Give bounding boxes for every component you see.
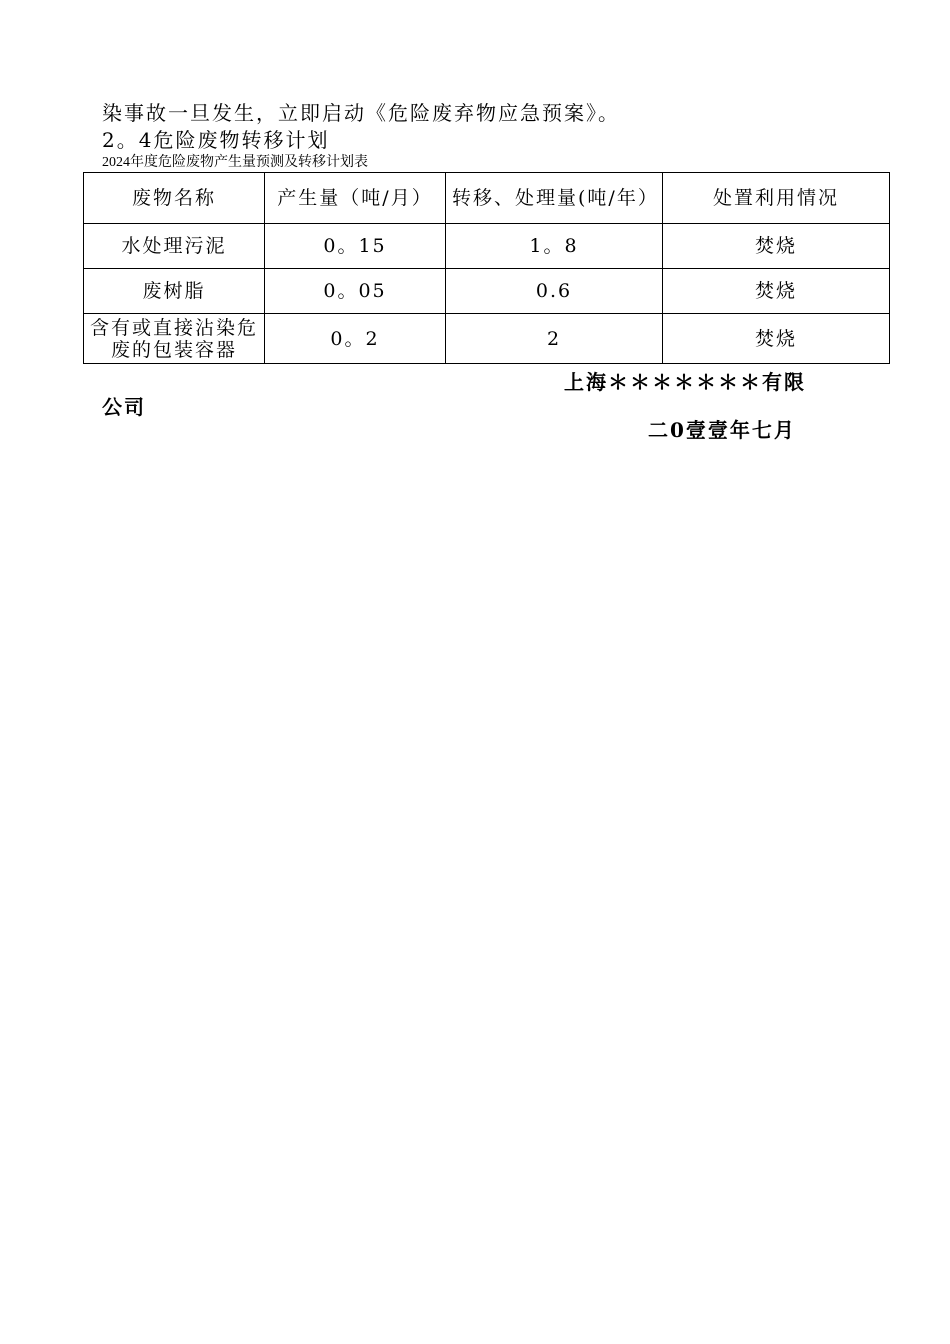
table-header-row [84,173,890,224]
header-disposal-method: 处置利用情况 [663,173,890,224]
cell-annual-transfer: 2 [446,314,663,364]
cell-monthly-output: 0。2 [265,314,446,364]
signature-company-continued: 公司 [102,395,146,419]
cell-waste-name: 废树脂 [84,269,265,314]
signature-company: 上海＊＊＊＊＊＊＊有限 [564,370,806,394]
cell-disposal-method: 焚烧 [663,224,890,269]
cell-waste-name: 水处理污泥 [84,224,265,269]
waste-transfer-table [83,172,890,364]
cell-monthly-output: 0。15 [265,224,446,269]
header-annual-transfer: 转移、处理量(吨/年） [446,173,663,224]
signature-date: 二0壹壹年七月 [648,418,796,442]
header-waste-name: 废物名称 [84,173,265,224]
cell-waste-name: 含有或直接沾染危废的包装容器 [84,314,265,364]
cell-annual-transfer: 0.6 [446,269,663,314]
table-row [84,269,890,314]
section-heading: 2。4危险废物转移计划 [102,128,330,152]
cell-annual-transfer: 1。8 [446,224,663,269]
table-row [84,314,890,364]
cell-monthly-output: 0。05 [265,269,446,314]
cell-disposal-method: 焚烧 [663,269,890,314]
table-row [84,224,890,269]
cell-disposal-method: 焚烧 [663,314,890,364]
table-caption: 2024年度危险废物产生量预测及转移计划表 [102,155,368,170]
header-monthly-output: 产生量（吨/月） [265,173,446,224]
body-text-line: 染事故一旦发生，立即启动《危险废弃物应急预案》。 [102,101,620,125]
